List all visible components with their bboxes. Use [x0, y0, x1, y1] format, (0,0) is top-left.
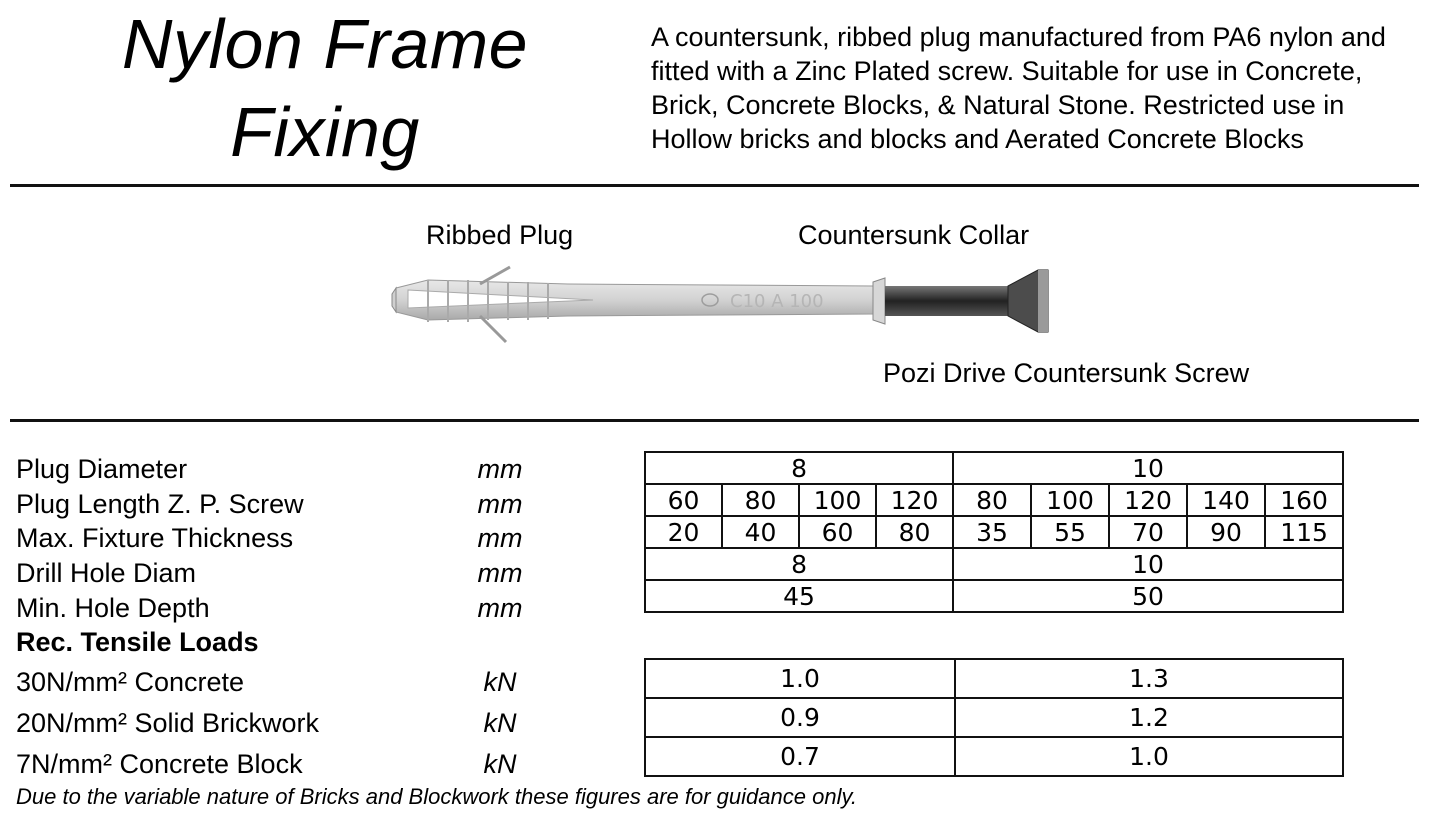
fixture-thickness-label: Max. Fixture Thickness — [16, 523, 294, 553]
concrete-block-7-label: 7N/mm² Concrete Block — [16, 749, 303, 779]
table-cell: 1.3 — [955, 659, 1343, 698]
concrete-30-unit: kN — [483, 667, 517, 697]
fixture-thickness-unit: mm — [477, 523, 523, 553]
table-cell: 1.0 — [955, 737, 1343, 776]
divider-middle — [10, 419, 1419, 422]
table-cell: 50 — [953, 580, 1343, 612]
table-cell: 60 — [645, 484, 722, 516]
plug-length-unit: mm — [477, 489, 523, 519]
ribbed-plug-label: Ribbed Plug — [426, 220, 574, 250]
table-cell: 80 — [876, 516, 953, 548]
table-cell: 80 — [722, 484, 799, 516]
table-row — [645, 698, 1343, 737]
table-cell: 20 — [645, 516, 722, 548]
table-cell: 120 — [876, 484, 953, 516]
table-row — [645, 452, 1343, 484]
page-title — [90, 0, 560, 176]
table-cell: 0.9 — [645, 698, 955, 737]
table-cell: 10 — [953, 452, 1343, 484]
tensile-loads-table — [644, 658, 1344, 777]
table-row — [645, 580, 1343, 612]
table-cell: 80 — [953, 484, 1031, 516]
hole-depth-unit: mm — [477, 593, 523, 623]
plug-diameter-unit: mm — [477, 454, 523, 484]
concrete-block-7-unit: kN — [483, 749, 517, 779]
table-cell: 55 — [1031, 516, 1109, 548]
plug-marking: C10 A 100 — [730, 291, 824, 312]
brickwork-20-label: 20N/mm² Solid Brickwork — [16, 708, 320, 738]
divider-top — [10, 184, 1419, 187]
countersunk-collar-label: Countersunk Collar — [798, 220, 1030, 250]
drill-hole-label: Drill Hole Diam — [16, 558, 197, 588]
drill-hole-unit: mm — [477, 558, 523, 588]
table-cell: 8 — [645, 452, 953, 484]
table-cell: 10 — [953, 548, 1343, 580]
table-cell: 35 — [953, 516, 1031, 548]
guidance-note: Due to the variable nature of Bricks and Blockwork these figures are for guidance only. — [16, 784, 857, 809]
hole-depth-label: Min. Hole Depth — [16, 593, 210, 623]
concrete-30-label: 30N/mm² Concrete — [16, 667, 245, 697]
table-row — [645, 484, 1343, 516]
tensile-loads-heading: Rec. Tensile Loads — [16, 627, 259, 657]
table-cell: 70 — [1109, 516, 1187, 548]
table-cell: 0.7 — [645, 737, 955, 776]
table-row — [645, 516, 1343, 548]
product-description: A countersunk, ribbed plug manufactured from PA6 nylon and fitted with a Zinc Plated screw. Suitable for use in Concrete, Brick, Concrete Blocks, & Natural Stone. Restricted use in Hollow bricks and blocks and Aerated Concrete Blocks — [651, 22, 1386, 154]
table-cell: 140 — [1187, 484, 1265, 516]
plug-diameter-label: Plug Diameter — [16, 454, 188, 484]
title-line-1: Nylon Frame — [121, 5, 529, 83]
table-cell: 120 — [1109, 484, 1187, 516]
title-line-2: Fixing — [230, 93, 420, 171]
table-row — [645, 659, 1343, 698]
dimensions-table — [644, 451, 1344, 613]
brickwork-20-unit: kN — [483, 708, 517, 738]
table-cell: 1.2 — [955, 698, 1343, 737]
frame-fixing-image — [388, 262, 1053, 347]
table-cell: 8 — [645, 548, 953, 580]
table-cell: 1.0 — [645, 659, 955, 698]
table-cell: 40 — [722, 516, 799, 548]
table-cell: 100 — [799, 484, 876, 516]
table-row — [645, 737, 1343, 776]
table-cell: 115 — [1265, 516, 1343, 548]
table-cell: 90 — [1187, 516, 1265, 548]
table-cell: 100 — [1031, 484, 1109, 516]
table-row — [645, 548, 1343, 580]
table-cell: 45 — [645, 580, 953, 612]
table-cell: 60 — [799, 516, 876, 548]
table-cell: 160 — [1265, 484, 1343, 516]
pozi-drive-screw-label: Pozi Drive Countersunk Screw — [883, 358, 1250, 388]
plug-length-label: Plug Length Z. P. Screw — [16, 489, 304, 519]
